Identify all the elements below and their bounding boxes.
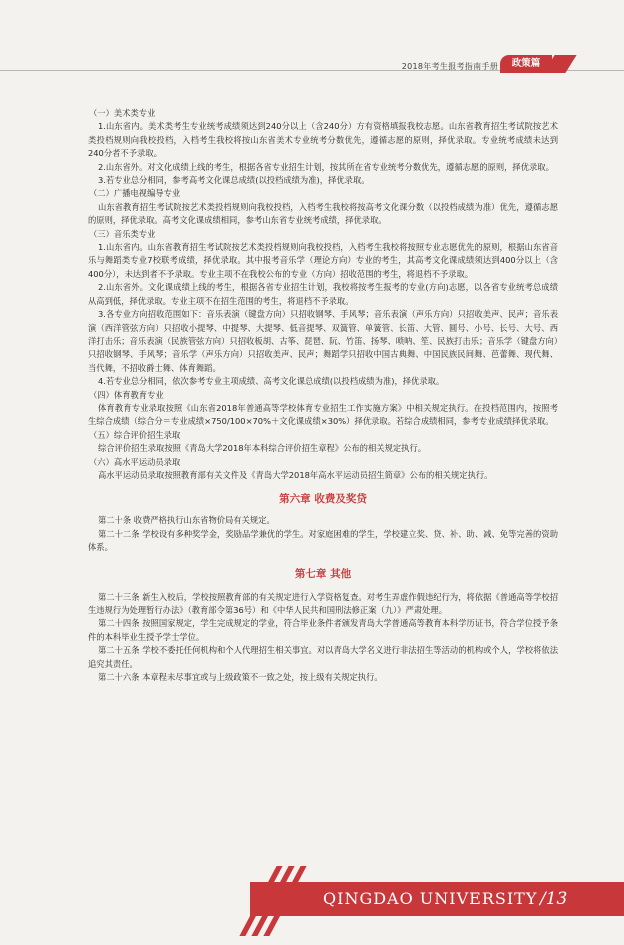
body-paragraph: 1.山东省内。山东省教育招生考试院按艺术类投档规则向我校投档，入档考生我校将按照专业志愿优先的原则，根据山东省音乐与舞蹈类专业7校联考成绩，择优录取。其中报考音乐学（理论方向）专业的考生，其高考文化课成绩须达到400分以上（含400分），未达到者不予录取。专业主项不在我校公布的专业（方向）招收范围的考生，将退档不予录取。: [88, 242, 558, 279]
section-heading: （二）广播电视编导专业: [89, 188, 181, 199]
body-paragraph: 综合评价招生录取按照《青岛大学2018年本科综合评价招生章程》公布的相关规定执行。: [97, 443, 427, 454]
body-paragraph: 2.山东省外。对文化成绩上线的考生，根据各省专业招生计划，按其所在省专业统考分数优先，遵循志愿的原则，择优录取。: [97, 161, 554, 172]
section-heading: （一）美术类专业: [89, 108, 156, 118]
footer-band: [0, 860, 624, 945]
body-content: [88, 107, 558, 684]
body-paragraph: 2.山东省外。文化课成绩上线的考生，根据各省专业招生计划，我校将按考生报考的专业(方向)志愿，以各省专业统考总成绩从高到低，择优录取。专业主项不在招生范围的考生，将退档不予录取。: [88, 282, 558, 306]
body-paragraph: 第二十五条 学校不委托任何机构和个人代理招生相关事宜。对以青岛大学名义进行非法招生等活动的机构或个人，学校将依法追究其责任。: [88, 645, 558, 669]
body-paragraph: 第二十四条 按照国家规定，学生完成规定的学业，符合毕业条件者颁发青岛大学普通高等教育本科学历证书，符合学位授予条件的本科毕业生授予学士学位。: [88, 618, 558, 642]
body-paragraph: 山东省教育招生考试院按艺术类投档规则向我校投档，入档考生我校将按高考文化课分数（以投档成绩为准）优先，遵循志愿的原则，择优录取。高考文化课成绩相同，参考山东省专业统考成绩，择优录取。: [88, 201, 558, 226]
section-heading: （六）高水平运动员录取: [89, 456, 181, 467]
section-heading: （三）音乐类专业: [89, 228, 156, 239]
body-paragraph: 4.若专业总分相同，依次参考专业主项成绩、高考文化课总成绩(以投档成绩为准)，择优录取。: [97, 376, 445, 387]
body-paragraph: 3.若专业总分相同，参考高考文化课总成绩(以投档成绩为准)，择优录取。: [97, 175, 370, 186]
chapter-title: 第六章 收费及奖贷: [279, 493, 367, 506]
section-heading: （四）体育教育专业: [89, 389, 164, 400]
section-heading: （五）综合评价招生录取: [89, 429, 181, 440]
body-paragraph: 1.山东省内。美术类考生专业统考成绩须达到240分以上（含240分）方有资格填报我校志愿。山东省教育招生考试院按艺术类投档规则向我校投档，入档考生我校将按山东省美术专业统考分数优先，遵循志愿的原则，择优录取。专业统考成绩未达到240分者不予录取。: [88, 121, 558, 159]
body-paragraph: 第二十三条 新生入校后，学校按照教育部的有关规定进行入学资格复查。对考生弄虚作假违纪行为，将依据《普通高等学校招生违规行为处理暂行办法》（教育部令第36号）和《中华人民共和国刑法修正案（九）》严肃处理。: [88, 591, 558, 615]
page-number: /13: [540, 889, 568, 909]
body-paragraph: 3.各专业方向招收范围如下：音乐表演（键盘方向）只招收钢琴、手风琴；音乐表演（声乐方向）只招收美声、民声；音乐表演（西洋管弦方向）只招收小提琴、中提琴、大提琴、低音提琴、双簧管、单簧管、长笛、大管、圆号、小号、长号、大号、西洋打击乐；音乐表演（民族管弦方向）只招收板胡、古筝、琵琶、阮、竹笛、扬琴、唢呐、笙、民族打击乐；音乐学（键盘方向）只招收钢琴、手风琴；音乐学（声乐方向）只招收美声、民声；舞蹈学只招收中国古典舞、中国民族民间舞、芭蕾舞、现代舞、当代舞，不招收爵士舞、体育舞蹈。: [88, 309, 558, 373]
body-paragraph: 第二十六条 本章程未尽事宜或与上级政策不一致之处，按上级有关规定执行。: [97, 672, 383, 683]
body-paragraph: 第二十条 收费严格执行山东省物价局有关规定。: [97, 515, 275, 526]
body-paragraph: 体育教育专业录取按照《山东省2018年普通高等学校体育专业招生工作实施方案》中相关规定执行。在投档范围内，按照考生综合成绩（综合分＝专业成绩×750/100×70%＋文化课成绩×30%）择优录取。若综合成绩相同，参考专业成绩择优录取。: [88, 402, 558, 427]
body-paragraph: 第二十二条 学校设有多种奖学金，奖励品学兼优的学生。对家庭困难的学生，学校建立奖、贷、补、助、减、免等完善的资助体系。: [88, 528, 558, 553]
university-name: QINGDAO UNIVERSITY: [323, 889, 538, 908]
chapter-title: 第七章 其他: [294, 567, 352, 580]
section-badge: 政策篇: [500, 55, 552, 73]
body-paragraph: 高水平运动员录取按照教育部有关文件及《青岛大学2018年高水平运动员招生简章》公布的相关规定执行。: [97, 469, 493, 480]
header-title: 2018年考生报考指南手册: [401, 62, 498, 71]
